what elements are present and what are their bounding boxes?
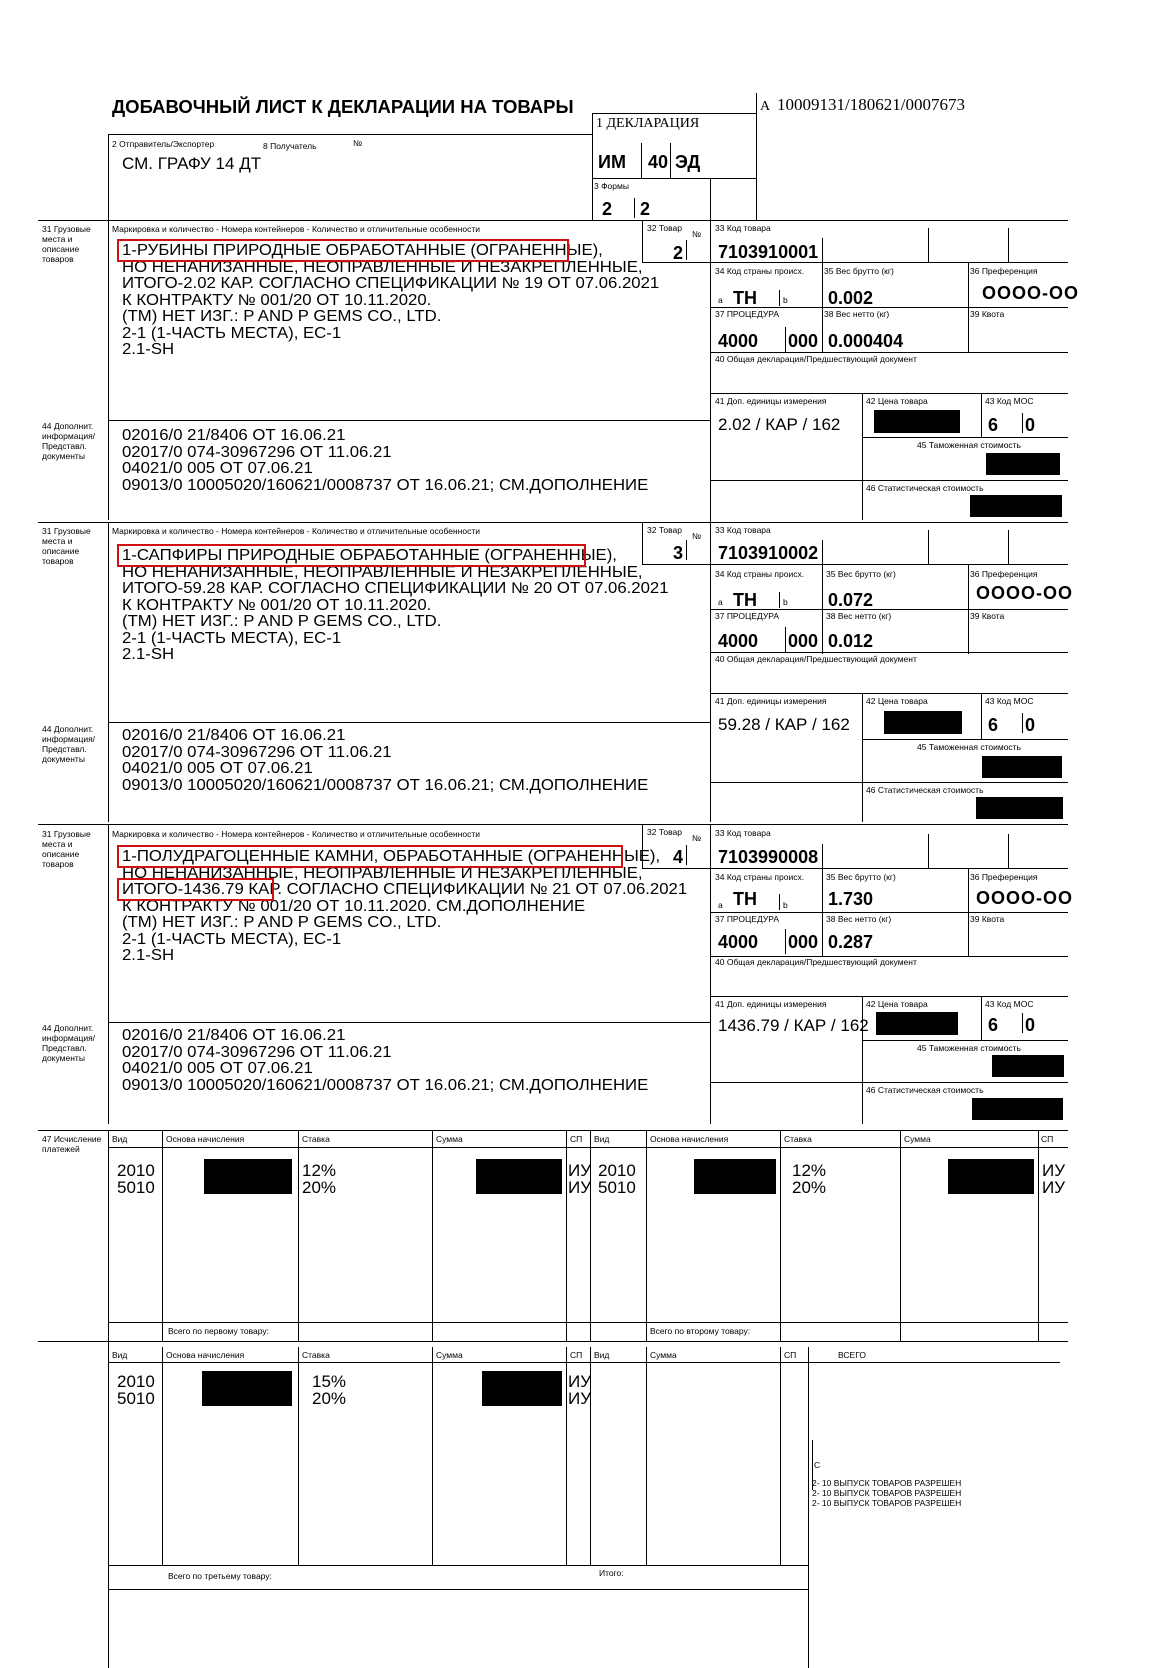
- highlight-box: [117, 845, 623, 868]
- price-redacted: [876, 1012, 958, 1035]
- box33-label: 33 Код товара: [715, 525, 771, 535]
- box43-label: 43 Код МОС: [985, 396, 1034, 406]
- title-underline: [108, 134, 592, 135]
- c-label: C: [814, 1460, 821, 1470]
- header-vid-4: Вид: [594, 1350, 610, 1360]
- payment-sp: ИУ ИУ: [568, 1161, 592, 1197]
- procedure-code-2: 000: [788, 631, 819, 651]
- box38-label: 38 Вес нетто (кг): [824, 309, 890, 319]
- goods-description: 1-РУБИНЫ ПРИРОДНЫЕ ОБРАБОТАННЫЕ (ОГРАНЕННЫЕ), НО НЕНАНИЗАННЫЕ, НЕОПРАВЛЕННЫЕ И НЕЗАКРЕПЛЕННЫЕ, ИТОГО-2.02 КАР. СОГЛАСНО СПЕЦИФИКАЦИИ № 19 ОТ 07.06.2021 К КОНТРАКТУ № 001/20 ОТ 10.11.2020. (ТМ) НЕТ ИЗГ.: P AND P GEMS CO., LTD. 2-1 (1-ЧАСТЬ МЕСТА), ЕС-1 2.1-SH: [122, 242, 660, 358]
- price-redacted: [884, 711, 962, 734]
- payment-rate: 12% 20%: [302, 1161, 337, 1197]
- declaration-type-ed: ЭД: [675, 152, 701, 172]
- box31-label: 31 Грузовые места и описание товаров: [42, 224, 91, 264]
- header-stavka: Ставка: [302, 1134, 330, 1144]
- box40-label: 40 Общая декларация/Предшествующий документ: [715, 654, 917, 664]
- declaration-number: 10009131/180621/0007673: [777, 95, 965, 114]
- box31-label: 31 Грузовые места и описание товаров: [42, 829, 91, 869]
- box8-label: 8 Получатель: [263, 141, 317, 151]
- mos-code-2: 0: [1025, 715, 1036, 735]
- box38-label: 38 Вес нетто (кг): [826, 914, 892, 924]
- procedure-code-2: 000: [788, 331, 819, 351]
- box40-label: 40 Общая декларация/Предшествующий документ: [715, 957, 917, 967]
- country-code: TH: [733, 288, 757, 308]
- header-osnova-2: Основа начисления: [650, 1134, 729, 1144]
- country-b-label: b: [783, 900, 788, 910]
- item-number: 3: [673, 543, 684, 563]
- header-stavka-2: Ставка: [784, 1134, 812, 1144]
- net-weight: 0.287: [828, 932, 874, 952]
- payment-rate-2: 12% 20%: [792, 1161, 827, 1197]
- country-a-label: a: [718, 900, 723, 910]
- country-a-label: a: [718, 597, 723, 607]
- box32-label: 32 Товар: [647, 223, 682, 233]
- header-vid-2: Вид: [594, 1134, 610, 1144]
- payment-sp-3: ИУ ИУ: [568, 1372, 592, 1408]
- box41-label: 41 Доп. единицы измерения: [715, 396, 827, 406]
- box32-label: 32 Товар: [647, 827, 682, 837]
- forms-value-1: 2: [602, 199, 613, 219]
- header-osnova-3: Основа начисления: [166, 1350, 245, 1360]
- box38-label: 38 Вес нетто (кг): [826, 611, 892, 621]
- country-code: TH: [733, 889, 757, 909]
- box32-label: 32 Товар: [647, 525, 682, 535]
- box32-no: №: [692, 531, 702, 541]
- box8-number-sign: №: [353, 138, 363, 148]
- country-code: TH: [733, 590, 757, 610]
- payment-sp-2: ИУ ИУ: [1042, 1161, 1066, 1197]
- amount-redacted-3: [482, 1371, 562, 1406]
- additional-documents: 02016/0 21/8406 ОТ 16.06.21 02017/0 074-30967296 ОТ 11.06.21 04021/0 005 ОТ 07.06.21 09013/0 10005020/160621/0008737 ОТ 16.06.21; СМ.ДОПОЛНЕНИЕ: [122, 727, 649, 794]
- box39-label: 39 Квота: [970, 309, 1005, 319]
- header-summa-3: Сумма: [436, 1350, 463, 1360]
- box1-label: 1 ДЕКЛАРАЦИЯ: [596, 116, 700, 131]
- box39-label: 39 Квота: [970, 611, 1005, 621]
- box2-label: 2 Отправитель/Экспортер: [112, 139, 215, 149]
- box46-label: 46 Статистическая стоимость: [866, 785, 984, 795]
- statistical-value-redacted: [970, 495, 1062, 517]
- header-summa: Сумма: [436, 1134, 463, 1144]
- declaration-letter: A: [760, 99, 771, 114]
- box45-label: 45 Таможенная стоимость: [917, 742, 1021, 752]
- procedure-code-1: 4000: [718, 631, 759, 651]
- box36-label: 36 Преференция: [970, 872, 1038, 882]
- gross-weight: 1.730: [828, 889, 874, 909]
- box43-label: 43 Код МОС: [985, 696, 1034, 706]
- box35-label: 35 Вес брутто (кг): [826, 569, 896, 579]
- mos-code-2: 0: [1025, 1015, 1036, 1035]
- header-vsego: ВСЕГО: [838, 1350, 866, 1360]
- additional-documents: 02016/0 21/8406 ОТ 16.06.21 02017/0 074-30967296 ОТ 11.06.21 04021/0 005 ОТ 07.06.21 09013/0 10005020/160621/0008737 ОТ 16.06.21; СМ.ДОПОЛНЕНИЕ: [122, 1027, 649, 1094]
- item-number: 4: [673, 847, 684, 867]
- box47-label: 47 Исчисление платежей: [42, 1134, 102, 1154]
- box41-label: 41 Доп. единицы измерения: [715, 696, 827, 706]
- mos-code-1: 6: [988, 415, 999, 435]
- page-title: ДОБАВОЧНЫЙ ЛИСТ К ДЕКЛАРАЦИИ НА ТОВАРЫ: [112, 96, 574, 117]
- header-stavka-3: Ставка: [302, 1350, 330, 1360]
- box35-label: 35 Вес брутто (кг): [826, 872, 896, 882]
- commodity-code: 7103910001: [718, 242, 819, 262]
- box37-label: 37 ПРОЦЕДУРА: [715, 914, 779, 924]
- box3-label: 3 Формы: [594, 181, 629, 191]
- header-osnova: Основа начисления: [166, 1134, 245, 1144]
- supplementary-units: 1436.79 / КАР / 162: [718, 1016, 869, 1035]
- header-sp: СП: [570, 1134, 583, 1144]
- box37-label: 37 ПРОЦЕДУРА: [715, 611, 779, 621]
- net-weight: 0.000404: [828, 331, 904, 351]
- additional-documents: 02016/0 21/8406 ОТ 16.06.21 02017/0 074-30967296 ОТ 11.06.21 04021/0 005 ОТ 07.06.21 09013/0 10005020/160621/0008737 ОТ 16.06.21; СМ.ДОПОЛНЕНИЕ: [122, 427, 649, 494]
- box41-label: 41 Доп. единицы измерения: [715, 999, 827, 1009]
- country-a-label: a: [718, 295, 723, 305]
- country-b-label: b: [783, 295, 788, 305]
- payment-type-2: 2010 5010: [598, 1161, 636, 1197]
- box33-label: 33 Код товара: [715, 223, 771, 233]
- mos-code-2: 0: [1025, 415, 1036, 435]
- customs-value-redacted: [986, 453, 1060, 475]
- highlight-box-total: [117, 878, 274, 901]
- header-vid: Вид: [112, 1134, 128, 1144]
- highlight-box: [117, 239, 569, 262]
- forms-value-2: 2: [640, 199, 651, 219]
- box43-label: 43 Код МОС: [985, 999, 1034, 1009]
- box36-label: 36 Преференция: [970, 569, 1038, 579]
- box39-label: 39 Квота: [970, 914, 1005, 924]
- payment-type: 2010 5010: [117, 1161, 155, 1197]
- customs-value-redacted: [992, 1055, 1064, 1077]
- release-notes: 2- 10 ВЫПУСК ТОВАРОВ РАЗРЕШЕН 2- 10 ВЫПУСК ТОВАРОВ РАЗРЕШЕН 2- 10 ВЫПУСК ТОВАРОВ РАЗРЕШЕН: [812, 1478, 962, 1508]
- procedure-code-1: 4000: [718, 331, 759, 351]
- payment-rate-3: 15% 20%: [312, 1372, 347, 1408]
- box36-label: 36 Преференция: [970, 266, 1038, 276]
- goods-description: 1-САПФИРЫ ПРИРОДНЫЕ ОБРАБОТАННЫЕ (ОГРАНЕННЫЕ), НО НЕНАНИЗАННЫЕ, НЕОПРАВЛЕННЫЕ И НЕЗАКРЕПЛЕННЫЕ, ИТОГО-59.28 КАР. СОГЛАСНО СПЕЦИФИКАЦИИ № 20 ОТ 07.06.2021 К КОНТРАКТУ № 001/20 ОТ 10.11.2020. (ТМ) НЕТ ИЗГ.: P AND P GEMS CO., LTD. 2-1 (1-ЧАСТЬ МЕСТА), ЕС-1 2.1-SH: [122, 547, 669, 663]
- base-redacted: [204, 1159, 292, 1194]
- statistical-value-redacted: [976, 797, 1063, 819]
- total-first-item: Всего по первому товару:: [168, 1326, 270, 1336]
- box46-label: 46 Статистическая стоимость: [866, 1085, 984, 1095]
- commodity-code: 7103910002: [718, 543, 819, 563]
- net-weight: 0.012: [828, 631, 874, 651]
- box34-label: 34 Код страны происх.: [715, 266, 805, 276]
- item-number: 2: [673, 243, 684, 263]
- mos-code-1: 6: [988, 1015, 999, 1035]
- amount-redacted-2: [948, 1159, 1034, 1194]
- box31-label: 31 Грузовые места и описание товаров: [42, 526, 91, 566]
- amount-redacted: [476, 1159, 562, 1194]
- box45-label: 45 Таможенная стоимость: [917, 440, 1021, 450]
- procedure-code-2: 000: [788, 932, 819, 952]
- payment-type-3: 2010 5010: [117, 1372, 155, 1408]
- declaration-type-im: ИМ: [598, 152, 626, 172]
- box42-label: 42 Цена товара: [866, 396, 928, 406]
- marking-label: Маркировка и количество - Номера контейнеров - Количество и отличительные особенности: [112, 526, 481, 536]
- box34-label: 34 Код страны происх.: [715, 872, 805, 882]
- preference: OOOO-OO: [976, 888, 1073, 908]
- sender-value: СМ. ГРАФУ 14 ДТ: [122, 154, 262, 173]
- gross-weight: 0.072: [828, 590, 874, 610]
- box35-label: 35 Вес брутто (кг): [824, 266, 894, 276]
- grand-total-label: Итого:: [599, 1568, 624, 1578]
- gross-weight: 0.002: [828, 288, 874, 308]
- highlight-box: [117, 544, 586, 567]
- header-sp-2: СП: [1041, 1134, 1054, 1144]
- price-redacted: [874, 410, 960, 433]
- header-summa-2: Сумма: [904, 1134, 931, 1144]
- total-third-item: Всего по третьему товару:: [168, 1571, 272, 1581]
- box37-label: 37 ПРОЦЕДУРА: [715, 309, 779, 319]
- box32-no: №: [692, 833, 702, 843]
- base-redacted-3: [202, 1371, 292, 1406]
- box44-label: 44 Дополнит. информация/ Представл. документы: [42, 724, 96, 764]
- box45-label: 45 Таможенная стоимость: [917, 1043, 1021, 1053]
- box33-label: 33 Код товара: [715, 828, 771, 838]
- procedure-code-1: 4000: [718, 932, 759, 952]
- header-sp-3: СП: [570, 1350, 583, 1360]
- box44-label: 44 Дополнит. информация/ Представл. документы: [42, 421, 96, 461]
- preference: OOOO-OO: [976, 583, 1073, 603]
- marking-label: Маркировка и количество - Номера контейнеров - Количество и отличительные особенности: [112, 829, 481, 839]
- statistical-value-redacted: [972, 1098, 1063, 1120]
- header-sp-4: СП: [784, 1350, 797, 1360]
- customs-value-redacted: [982, 756, 1062, 778]
- box40-label: 40 Общая декларация/Предшествующий документ: [715, 354, 917, 364]
- goods-description: 1-ПОЛУДРАГОЦЕННЫЕ КАМНИ, ОБРАБОТАННЫЕ (ОГРАНЕННЫЕ), НО НЕНАНИЗАННЫЕ, НЕОПРАВЛЕННЫЕ И НЕЗАКРЕПЛЕННЫЕ, ИТОГО-1436.79 КАР. СОГЛАСНО СПЕЦИФИКАЦИИ № 21 ОТ 07.06.2021 К КОНТРАКТУ № 001/20 ОТ 10.11.2020. СМ.ДОПОЛНЕНИЕ (ТМ) НЕТ ИЗГ.: P AND P GEMS CO., LTD. 2-1 (1-ЧАСТЬ МЕСТА), ЕС-1 2.1-SH: [122, 848, 688, 964]
- box42-label: 42 Цена товара: [866, 696, 928, 706]
- supplementary-units: 59.28 / КАР / 162: [718, 715, 850, 734]
- mos-code-1: 6: [988, 715, 999, 735]
- base-redacted-2: [694, 1159, 776, 1194]
- marking-label: Маркировка и количество - Номера контейнеров - Количество и отличительные особенности: [112, 224, 481, 234]
- box42-label: 42 Цена товара: [866, 999, 928, 1009]
- commodity-code: 7103990008: [718, 847, 819, 867]
- header-summa-4: Сумма: [650, 1350, 677, 1360]
- box46-label: 46 Статистическая стоимость: [866, 483, 984, 493]
- declaration-type-40: 40: [648, 152, 669, 172]
- box34-label: 34 Код страны происх.: [715, 569, 805, 579]
- preference: OOOO-OO: [982, 283, 1079, 303]
- box32-no: №: [692, 229, 702, 239]
- supplementary-units: 2.02 / КАР / 162: [718, 415, 841, 434]
- country-b-label: b: [783, 597, 788, 607]
- box44-label: 44 Дополнит. информация/ Представл. документы: [42, 1023, 96, 1063]
- header-vid-3: Вид: [112, 1350, 128, 1360]
- total-second-item: Всего по второму товару:: [650, 1326, 751, 1336]
